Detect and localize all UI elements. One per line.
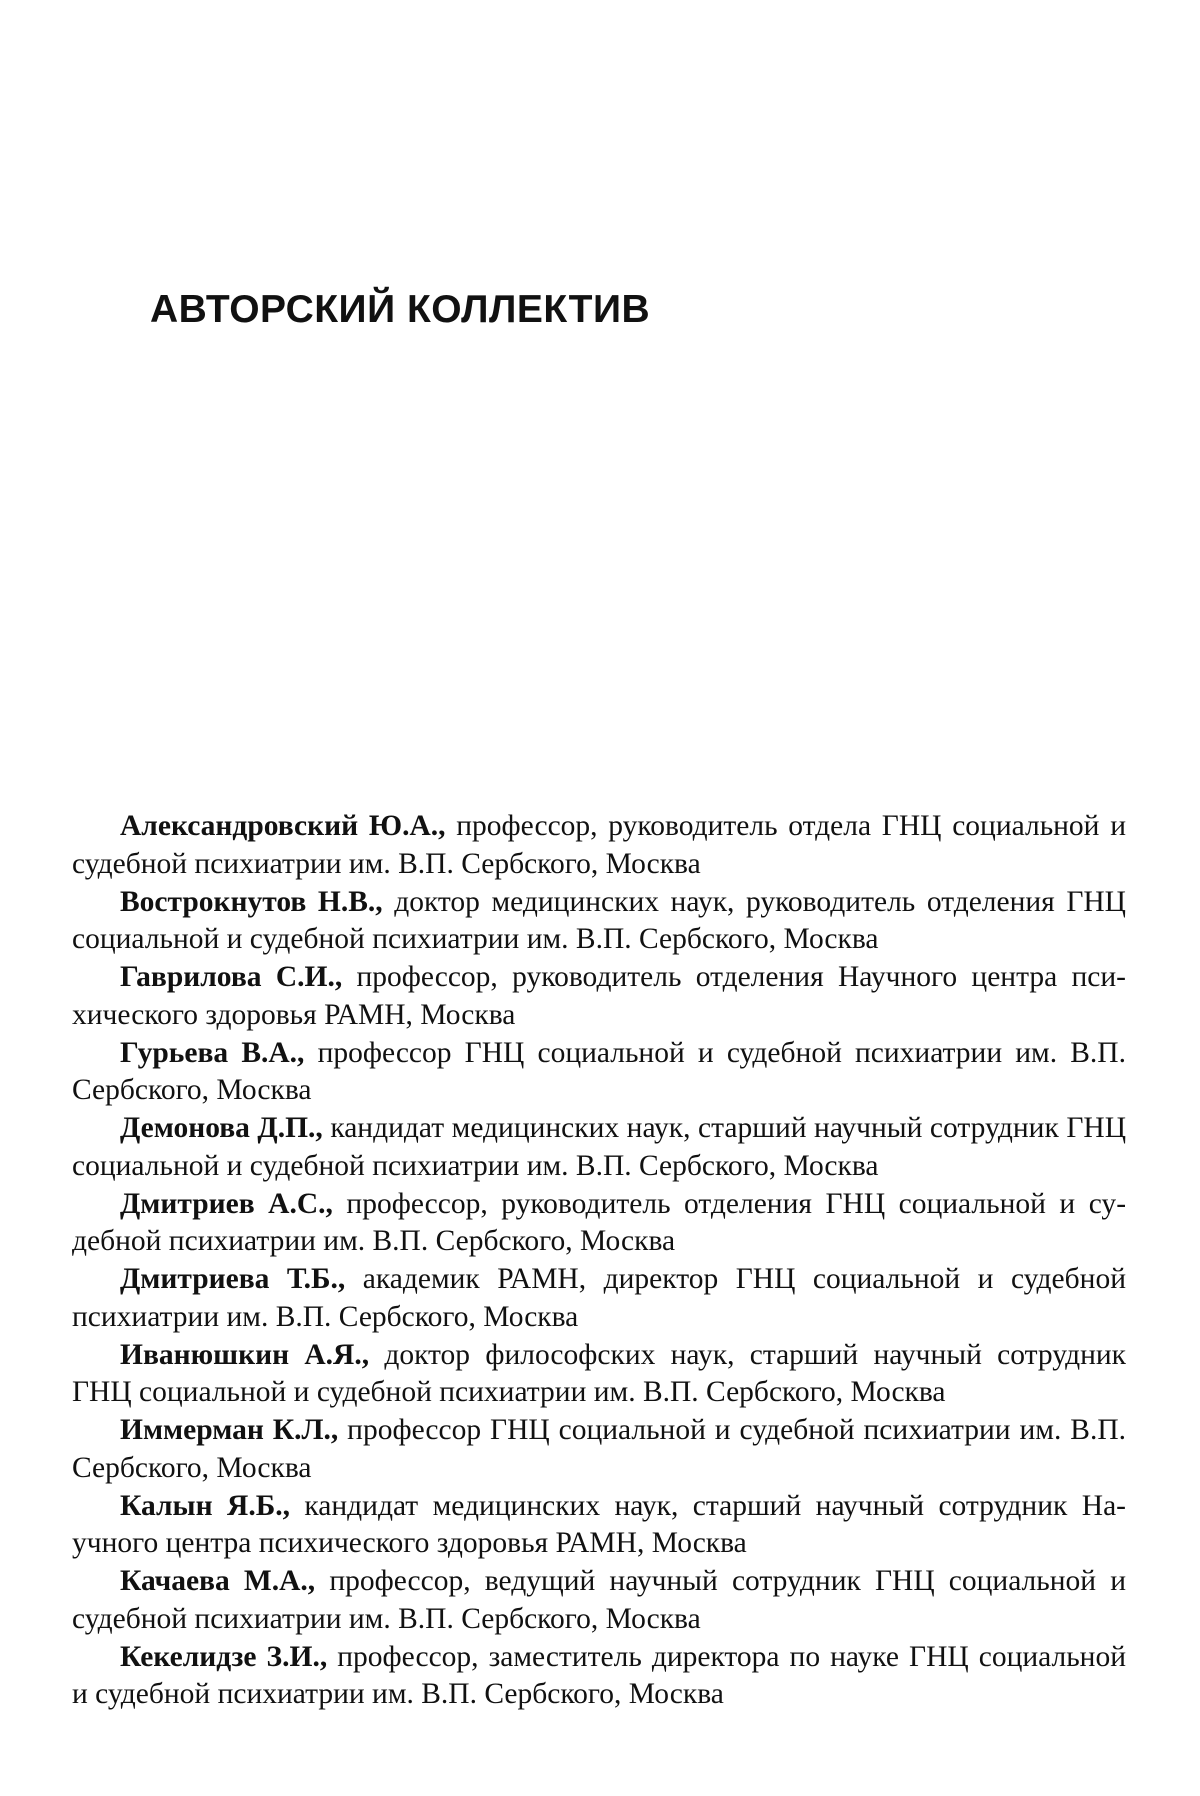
author-description: профессор ГНЦ социальной и судебной психиатрии им. В.П. Сербского, Москва: [72, 1036, 1126, 1106]
author-name: Калын Я.Б.,: [120, 1489, 290, 1522]
author-description: кандидат медицинских наук, старший научный сотрудник Научного центра психического здоровья РАМН, Москва: [72, 1489, 1126, 1559]
author-entry: [72, 884, 1126, 959]
author-name: Гурьева В.А.,: [120, 1036, 305, 1069]
author-name: Иммерман К.Л.,: [120, 1414, 339, 1446]
author-description: профессор, руководитель отдела ГНЦ социальной и судебной психиатрии им. В.П. Сербского, Москва: [72, 810, 1126, 880]
author-name: Иванюшкин А.Я.,: [120, 1338, 370, 1371]
author-entry: [72, 1488, 1126, 1563]
author-entry: [72, 1261, 1126, 1336]
author-entry: [72, 959, 1126, 1034]
author-description: академик РАМН, директор ГНЦ социальной и судебной психиатрии им. В.П. Сербского, Москва: [72, 1263, 1126, 1333]
author-entry: [72, 1186, 1126, 1261]
author-name: Вострокнутов Н.В.,: [120, 885, 383, 918]
author-description: доктор философских наук, старший научный сотрудник ГНЦ социальной и судебной психиатрии им. В.П. Сербского, Москва: [72, 1338, 1127, 1408]
author-name: Качаева М.А.,: [120, 1565, 316, 1597]
author-description: доктор медицинских наук, руководитель отделения ГНЦ социальной и судебной психиатрии им. В.П. Сербского, Москва: [72, 885, 1126, 955]
author-entry: [72, 1563, 1126, 1638]
author-description: кандидат медицинских наук, старший научный сотрудник ГНЦ социальной и судебной психиатрии им. В.П. Сербского, Москва: [72, 1112, 1126, 1182]
author-name: Кекелидзе З.И.,: [120, 1640, 328, 1673]
author-name: Гаврилова С.И.,: [120, 961, 343, 993]
author-entry: [72, 1110, 1126, 1185]
author-entry: [72, 1639, 1126, 1714]
author-entry: [72, 808, 1126, 883]
author-list: [72, 808, 1126, 1714]
author-entry: [72, 1412, 1126, 1487]
author-description: профессор, заместитель директора по науке ГНЦ социальной и судебной психиатрии им. В.П. Сербского, Москва: [72, 1640, 1126, 1710]
author-description: профессор, руководитель отделения Научного центра психического здоровья РАМН, Москва: [72, 961, 1126, 1031]
author-description: профессор, ведущий научный сотрудник ГНЦ социальной и судебной психиатрии им. В.П. Сербского, Москва: [72, 1565, 1126, 1635]
author-name: Дмитриева Т.Б.,: [120, 1263, 346, 1295]
author-entry: [72, 1035, 1126, 1110]
author-name: Александровский Ю.А.,: [120, 810, 446, 842]
author-description: профессор, руководитель отделения ГНЦ социальной и судебной психиатрии им. В.П. Сербского, Москва: [72, 1187, 1127, 1257]
author-entry: [72, 1337, 1126, 1412]
author-description: профессор ГНЦ социальной и судебной психиатрии им. В.П. Сербского, Москва: [72, 1414, 1126, 1484]
author-name: Демонова Д.П.,: [120, 1112, 323, 1144]
author-name: Дмитриев А.С.,: [120, 1187, 333, 1220]
page-title: АВТОРСКИЙ КОЛЛЕКТИВ: [150, 288, 651, 331]
